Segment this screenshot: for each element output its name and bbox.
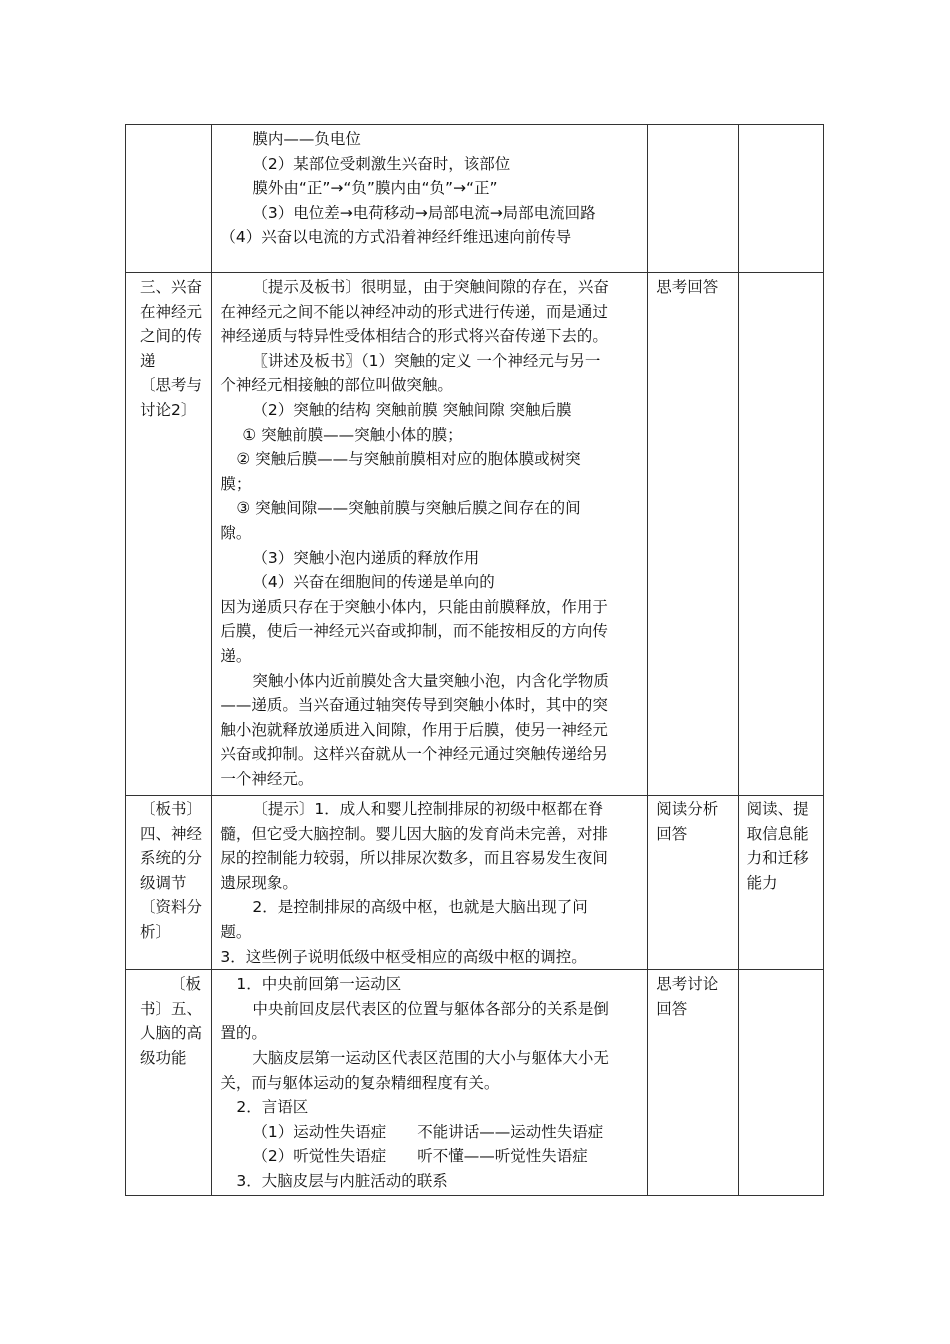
content-line: （3）电位差→电荷移动→局部电流→局部电流回路	[252, 203, 596, 222]
content-line: （3）突触小泡内递质的释放作用	[252, 548, 480, 567]
content-line: 神经递质与特异性受体相结合的形式将兴奋传递下去的。	[220, 327, 608, 346]
section-line: 四、神经	[140, 824, 203, 843]
content-line: 2．言语区	[236, 1098, 309, 1117]
content-line: 膜内——负电位	[252, 130, 361, 148]
activity-line: 思考讨论	[656, 975, 719, 994]
purpose-line: 力和迁移	[746, 849, 809, 868]
section-cell	[126, 125, 212, 273]
content-line: 中央前回皮层代表区的位置与躯体各部分的关系是倒	[252, 999, 609, 1018]
content-line: 1．中央前回第一运动区	[236, 975, 402, 994]
content-line: （2）某部位受刺激生兴奋时，该部位	[252, 154, 511, 173]
content-line: 突触小体内近前膜处含大量突触小泡，内含化学物质	[252, 671, 609, 690]
content-line: 2．是控制排尿的高级中枢，也就是大脑出现了问	[252, 898, 588, 917]
activity-cell	[648, 125, 738, 273]
section-cell	[126, 796, 212, 970]
content-line: 膜外由“正”→“负”膜内由“负”→“正”	[252, 179, 498, 198]
content-line: 触小泡就释放递质进入间隙，作用于后膜，使另一神经元	[220, 720, 608, 739]
section-line: 人脑的高	[140, 1024, 203, 1043]
activity-line: 阅读分析	[656, 800, 719, 818]
section-line: 〔资料分	[140, 898, 203, 917]
content-line: （2）突触的结构 突触前膜 突触间隙 突触后膜	[252, 400, 572, 419]
section-cell	[126, 970, 212, 1196]
section-line: 书〕五、	[140, 999, 203, 1018]
content-line: （4）兴奋在细胞间的传递是单向的	[252, 573, 495, 592]
section-line: 〔板书〕	[140, 800, 203, 818]
content-line: ① 突触前膜——突触小体的膜；	[242, 425, 463, 444]
section-line: 递	[140, 351, 156, 370]
content-line: 遗尿现象。	[220, 873, 298, 892]
purpose-line: 阅读、提	[746, 800, 809, 818]
content-line: 3．大脑皮层与内脏活动的联系	[236, 1171, 448, 1190]
content-cell	[212, 970, 648, 1196]
lesson-plan-table	[125, 124, 824, 1196]
content-line: （4）兴奋以电流的方式沿着神经纤维迅速向前传导	[220, 228, 572, 247]
content-line: 〖讲述及板书〗（1）突触的定义 一个神经元与另一	[252, 351, 601, 370]
activity-cell	[648, 970, 738, 1196]
table-row	[126, 125, 824, 273]
content-line: ③ 突触间隙——突触前膜与突触后膜之间存在的间	[236, 499, 581, 518]
content-line: 一个神经元。	[220, 769, 314, 788]
content-line: 置的。	[220, 1024, 267, 1043]
content-line: 3．这些例子说明低级中枢受相应的高级中枢的调控。	[220, 947, 587, 966]
table-row	[126, 273, 824, 796]
section-line: 讨论2〕	[140, 400, 197, 419]
content-cell	[212, 796, 648, 970]
content-line: 〔提示〕1．成人和婴儿控制排尿的初级中枢都在脊	[252, 800, 604, 818]
section-line: 之间的传	[140, 327, 203, 346]
purpose-cell	[738, 273, 823, 796]
section-cell	[126, 273, 212, 796]
content-line: ② 突触后膜——与突触前膜相对应的胞体膜或树突	[236, 450, 581, 469]
activity-line: 回答	[656, 824, 688, 843]
content-line: （2）听觉性失语症 听不懂——听觉性失语症	[252, 1147, 588, 1166]
content-line: 个神经元相接触的部位叫做突触。	[220, 376, 453, 395]
activity-line: 思考回答	[656, 278, 719, 296]
activity-line: 回答	[656, 999, 688, 1018]
content-line: 在神经元之间不能以神经冲动的形式进行传递，而是通过	[220, 302, 608, 321]
content-line: 因为递质只存在于突触小体内，只能由前膜释放，作用于	[220, 597, 608, 616]
section-line: 析〕	[140, 922, 172, 941]
table-row	[126, 796, 824, 970]
section-line: 系统的分	[140, 849, 203, 868]
section-line: 〔思考与	[140, 376, 203, 395]
content-line: 关，而与躯体运动的复杂精细程度有关。	[220, 1073, 500, 1092]
content-line: 题。	[220, 922, 252, 941]
content-line: 隙。	[220, 523, 252, 542]
purpose-cell	[738, 796, 823, 970]
content-line: 〔提示及板书〕很明显，由于突触间隙的存在，兴奋	[252, 278, 609, 296]
section-line: 在神经元	[140, 302, 203, 321]
section-line: 级功能	[140, 1048, 187, 1067]
content-line: （1）运动性失语症 不能讲话——运动性失语症	[252, 1122, 604, 1141]
content-line: ——递质。当兴奋通过轴突传导到突触小体时，其中的突	[220, 696, 608, 715]
table-row	[126, 970, 824, 1196]
purpose-cell	[738, 970, 823, 1196]
content-line: 兴奋或抑制。这样兴奋就从一个神经元通过突触传递给另	[220, 745, 608, 764]
section-line: 级调节	[140, 873, 187, 892]
purpose-line: 能力	[746, 873, 778, 892]
content-line: 递。	[220, 646, 252, 665]
content-line: 后膜，使后一神经元兴奋或抑制，而不能按相反的方向传	[220, 622, 608, 641]
purpose-cell	[738, 125, 823, 273]
purpose-line: 取信息能	[746, 824, 809, 843]
section-line: 〔板	[170, 975, 202, 994]
content-line: 膜；	[220, 474, 252, 493]
content-cell	[212, 273, 648, 796]
section-line: 三、兴奋	[140, 278, 203, 296]
content-line: 大脑皮层第一运动区代表区范围的大小与躯体大小无	[252, 1048, 609, 1067]
activity-cell	[648, 796, 738, 970]
activity-cell	[648, 273, 738, 796]
content-cell	[212, 125, 648, 273]
content-line: 髓，但它受大脑控制。婴儿因大脑的发育尚未完善，对排	[220, 824, 608, 843]
content-line: 尿的控制能力较弱，所以排尿次数多，而且容易发生夜间	[220, 849, 608, 868]
